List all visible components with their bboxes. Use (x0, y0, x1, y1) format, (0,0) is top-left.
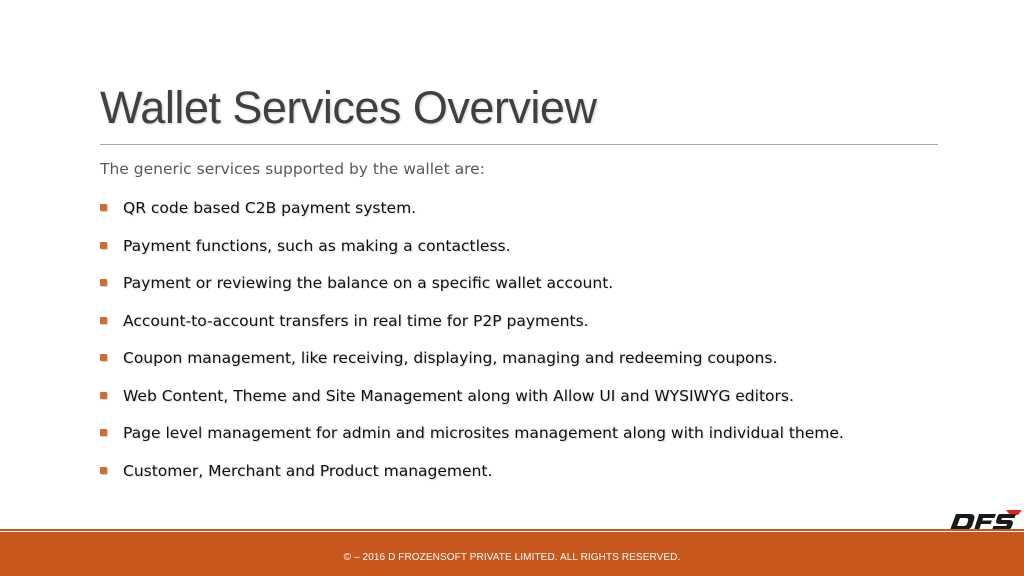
square-bullet-icon (100, 317, 107, 324)
bullet-item (100, 236, 844, 274)
square-bullet-icon (100, 204, 107, 211)
bullet-text: Payment or reviewing the balance on a specific wallet account. (123, 274, 614, 292)
footer-copyright: © – 2016 D FROZENSOFT PRIVATE LIMITED. ALL RIGHTS RESERVED. (343, 552, 681, 563)
slide-title: Wallet Services Overview (100, 82, 597, 133)
bullet-item (100, 311, 844, 349)
bullet-text: Coupon management, like receiving, displaying, managing and redeeming coupons. (123, 349, 778, 367)
bullet-item (100, 348, 844, 386)
intro-text: The generic services supported by the wallet are: (100, 160, 485, 178)
bullet-text: Customer, Merchant and Product management. (123, 461, 493, 480)
bullet-item (100, 198, 844, 236)
square-bullet-icon (100, 279, 107, 286)
bullet-text: Account-to-account transfers in real time for P2P payments. (123, 311, 589, 330)
footer-accent-line (0, 529, 1024, 531)
bullet-text: Page level management for admin and microsites management along with individual theme. (123, 424, 844, 442)
bullet-text: QR code based C2B payment system. (123, 199, 417, 217)
square-bullet-icon (100, 429, 107, 436)
title-divider (100, 144, 938, 145)
bullet-text: Web Content, Theme and Site Management along with Allow UI and WYSIWYG editors. (123, 386, 794, 405)
bullet-item (100, 423, 844, 461)
bullet-text: Payment functions, such as making a contactless. (123, 236, 511, 255)
bullet-item (100, 273, 844, 311)
bullet-item (100, 386, 844, 424)
square-bullet-icon (100, 467, 107, 474)
square-bullet-icon (100, 242, 107, 249)
square-bullet-icon (100, 354, 107, 361)
bullet-item (100, 461, 844, 499)
square-bullet-icon (100, 392, 107, 399)
bullet-list (100, 198, 844, 498)
